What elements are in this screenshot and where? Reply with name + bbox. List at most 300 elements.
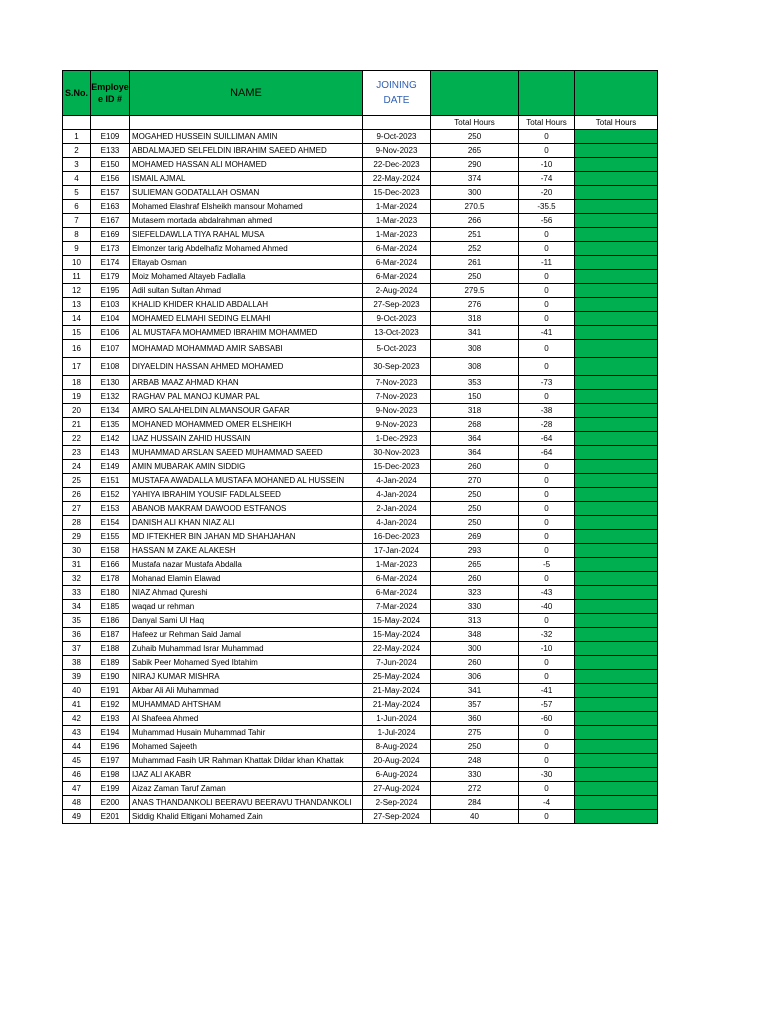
hours-green-cell [575, 326, 658, 340]
table-row [63, 698, 658, 712]
hours-diff-cell: 0 [519, 740, 575, 754]
total-hours-cell: 251 [431, 228, 519, 242]
table-row [63, 670, 658, 684]
total-hours-cell: 260 [431, 460, 519, 474]
name-cell: Elmonzer tarig Abdelhafiz Mohamed Ahmed [130, 242, 363, 256]
total-hours-label-3: Total Hours [575, 116, 658, 130]
hours-green-cell [575, 544, 658, 558]
hours-diff-cell: -64 [519, 432, 575, 446]
sno-cell: 27 [63, 502, 91, 516]
table-row [63, 130, 658, 144]
name-cell: NIRAJ KUMAR MISHRA [130, 670, 363, 684]
table-row [63, 656, 658, 670]
hours-diff-cell: -4 [519, 796, 575, 810]
joining-date-cell: 1-Dec-2923 [363, 432, 431, 446]
hours-diff-cell: 0 [519, 726, 575, 740]
employee-id-header: Employe e ID # [91, 71, 130, 116]
hours-green-cell [575, 810, 658, 824]
employee-id-cell: E104 [91, 312, 130, 326]
name-cell: DANISH ALI KHAN NIAZ ALI [130, 516, 363, 530]
table-row [63, 214, 658, 228]
table-row [63, 642, 658, 656]
employee-id-cell: E191 [91, 684, 130, 698]
hours-green-cell [575, 530, 658, 544]
joining-date-cell: 4-Jan-2024 [363, 474, 431, 488]
name-cell: ABANOB MAKRAM DAWOOD ESTFANOS [130, 502, 363, 516]
hours-green-cell [575, 488, 658, 502]
employee-id-cell: E134 [91, 404, 130, 418]
name-cell: MUSTAFA AWADALLA MUSTAFA MOHANED AL HUSSEIN [130, 474, 363, 488]
employee-id-cell: E185 [91, 600, 130, 614]
table-row [63, 326, 658, 340]
hours-green-cell [575, 726, 658, 740]
sno-cell: 19 [63, 390, 91, 404]
sno-cell: 1 [63, 130, 91, 144]
table-row [63, 530, 658, 544]
name-cell: DIYAELDIN HASSAN AHMED MOHAMED [130, 358, 363, 376]
total-hours-cell: 250 [431, 740, 519, 754]
table-row [63, 768, 658, 782]
table-row [63, 488, 658, 502]
hours-diff-cell: -28 [519, 418, 575, 432]
employee-id-cell: E197 [91, 754, 130, 768]
hours-green-cell [575, 572, 658, 586]
header-row [63, 71, 658, 116]
joining-date-header: JOINING DATE [363, 71, 431, 116]
hours-diff-cell: 0 [519, 144, 575, 158]
employee-id-cell: E178 [91, 572, 130, 586]
employee-id-cell: E135 [91, 418, 130, 432]
employee-id-cell: E180 [91, 586, 130, 600]
employee-id-cell: E133 [91, 144, 130, 158]
hours-diff-cell: 0 [519, 390, 575, 404]
joining-date-cell: 15-May-2024 [363, 628, 431, 642]
sno-cell: 11 [63, 270, 91, 284]
name-cell: Al Shafeea Ahmed [130, 712, 363, 726]
hours-green-cell [575, 432, 658, 446]
hours-diff-cell: 0 [519, 474, 575, 488]
name-cell: Mohanad Elamin Elawad [130, 572, 363, 586]
name-cell: IJAZ HUSSAIN ZAHID HUSSAIN [130, 432, 363, 446]
employee-id-cell: E109 [91, 130, 130, 144]
total-hours-cell: 300 [431, 186, 519, 200]
total-hours-cell: 270.5 [431, 200, 519, 214]
table-row [63, 172, 658, 186]
joining-date-cell: 1-Mar-2023 [363, 558, 431, 572]
total-hours-label-1: Total Hours [431, 116, 519, 130]
hours-diff-cell: -40 [519, 600, 575, 614]
hours-green-cell [575, 186, 658, 200]
table-row [63, 544, 658, 558]
sno-cell: 32 [63, 572, 91, 586]
hours-diff-cell: -10 [519, 158, 575, 172]
total-hours-cell: 266 [431, 214, 519, 228]
joining-date-cell: 25-May-2024 [363, 670, 431, 684]
table-row [63, 446, 658, 460]
hours-diff-cell: 0 [519, 488, 575, 502]
sno-cell: 42 [63, 712, 91, 726]
hours-diff-cell: -20 [519, 186, 575, 200]
total-hours-cell: 357 [431, 698, 519, 712]
sno-cell: 24 [63, 460, 91, 474]
name-cell: MOHAMED HASSAN ALI MOHAMED [130, 158, 363, 172]
hours-green-cell [575, 256, 658, 270]
sno-cell: 4 [63, 172, 91, 186]
employee-id-cell: E153 [91, 502, 130, 516]
subheader-empty [63, 116, 91, 130]
table-row [63, 810, 658, 824]
subheader-empty [130, 116, 363, 130]
hours-green-cell [575, 614, 658, 628]
total-hours-cell: 308 [431, 358, 519, 376]
hours-diff-cell: 0 [519, 270, 575, 284]
joining-date-cell: 7-Nov-2023 [363, 390, 431, 404]
employee-id-cell: E201 [91, 810, 130, 824]
hours-diff-cell: 0 [519, 572, 575, 586]
hours-diff-cell: 0 [519, 358, 575, 376]
name-cell: MOGAHED HUSSEIN SUILLIMAN AMIN [130, 130, 363, 144]
total-hours-cell: 290 [431, 158, 519, 172]
employee-id-cell: E198 [91, 768, 130, 782]
table-row [63, 404, 658, 418]
joining-date-cell: 1-Mar-2024 [363, 200, 431, 214]
total-hours-cell: 260 [431, 656, 519, 670]
name-cell: MOHAMED ELMAHI SEDING ELMAHI [130, 312, 363, 326]
total-hours-cell: 341 [431, 326, 519, 340]
hours-diff-cell: 0 [519, 502, 575, 516]
joining-date-cell: 6-Mar-2024 [363, 256, 431, 270]
table-row [63, 186, 658, 200]
joining-date-cell: 1-Jul-2024 [363, 726, 431, 740]
name-cell: Mohamed Sajeeth [130, 740, 363, 754]
hours-diff-cell: 0 [519, 130, 575, 144]
employee-id-cell: E158 [91, 544, 130, 558]
name-cell: SIEFELDAWLLA TIYA RAHAL MUSA [130, 228, 363, 242]
total-hours-cell: 150 [431, 390, 519, 404]
employee-id-cell: E179 [91, 270, 130, 284]
hours-green-cell [575, 628, 658, 642]
employee-id-cell: E169 [91, 228, 130, 242]
joining-date-cell: 9-Nov-2023 [363, 404, 431, 418]
hours-green-cell [575, 600, 658, 614]
joining-date-cell: 21-May-2024 [363, 698, 431, 712]
total-hours-cell: 348 [431, 628, 519, 642]
name-cell: AMRO SALAHELDIN ALMANSOUR GAFAR [130, 404, 363, 418]
name-cell: Muhammad Fasih UR Rahman Khattak Dildar khan Khattak [130, 754, 363, 768]
hours-green-cell [575, 200, 658, 214]
total-hours-cell: 279.5 [431, 284, 519, 298]
employee-id-cell: E200 [91, 796, 130, 810]
total-hours-cell: 250 [431, 516, 519, 530]
name-cell: IJAZ ALI AKABR [130, 768, 363, 782]
employee-id-cell: E107 [91, 340, 130, 358]
table-row [63, 390, 658, 404]
employee-id-cell: E194 [91, 726, 130, 740]
hours-green-cell [575, 298, 658, 312]
joining-date-cell: 9-Nov-2023 [363, 144, 431, 158]
hours-diff-cell: 0 [519, 544, 575, 558]
sno-cell: 35 [63, 614, 91, 628]
joining-date-cell: 4-Jan-2024 [363, 488, 431, 502]
sno-cell: 26 [63, 488, 91, 502]
joining-date-cell: 21-May-2024 [363, 684, 431, 698]
hours-diff-cell: 0 [519, 460, 575, 474]
joining-date-cell: 16-Dec-2023 [363, 530, 431, 544]
hours-diff-cell: -35.5 [519, 200, 575, 214]
joining-date-cell: 27-Aug-2024 [363, 782, 431, 796]
sno-cell: 7 [63, 214, 91, 228]
table-row [63, 284, 658, 298]
total-hours-cell: 250 [431, 130, 519, 144]
employee-id-cell: E199 [91, 782, 130, 796]
sno-cell: 31 [63, 558, 91, 572]
joining-date-cell: 15-Dec-2023 [363, 186, 431, 200]
table-row [63, 600, 658, 614]
hours-diff-cell: 0 [519, 298, 575, 312]
hours-diff-cell: 0 [519, 312, 575, 326]
total-hours-cell: 40 [431, 810, 519, 824]
employee-id-cell: E188 [91, 642, 130, 656]
sno-cell: 44 [63, 740, 91, 754]
hours-diff-cell: 0 [519, 340, 575, 358]
table-row [63, 460, 658, 474]
employee-id-cell: E106 [91, 326, 130, 340]
employee-id-cell: E190 [91, 670, 130, 684]
sno-cell: 18 [63, 376, 91, 390]
total-hours-cell: 248 [431, 754, 519, 768]
joining-date-cell: 22-Dec-2023 [363, 158, 431, 172]
hours-green-cell [575, 446, 658, 460]
table-row [63, 502, 658, 516]
joining-date-cell: 15-May-2024 [363, 614, 431, 628]
employee-id-cell: E163 [91, 200, 130, 214]
hours-diff-cell: -11 [519, 256, 575, 270]
hours-diff-cell: 0 [519, 530, 575, 544]
name-cell: Sabik Peer Mohamed Syed Ibtahim [130, 656, 363, 670]
sno-cell: 45 [63, 754, 91, 768]
hours-diff-cell: -41 [519, 326, 575, 340]
employee-id-cell: E166 [91, 558, 130, 572]
hours-green-cell [575, 670, 658, 684]
table-row [63, 586, 658, 600]
hours-diff-cell: -64 [519, 446, 575, 460]
employee-id-cell: E192 [91, 698, 130, 712]
joining-date-cell: 6-Mar-2024 [363, 270, 431, 284]
joining-date-cell: 20-Aug-2024 [363, 754, 431, 768]
total-hours-cell: 308 [431, 340, 519, 358]
hours-green-cell [575, 214, 658, 228]
name-cell: Adil sultan Sultan Ahmad [130, 284, 363, 298]
joining-date-cell: 1-Mar-2023 [363, 228, 431, 242]
joining-date-cell: 7-Mar-2024 [363, 600, 431, 614]
hours-diff-cell: 0 [519, 242, 575, 256]
total-hours-cell: 318 [431, 312, 519, 326]
sno-cell: 49 [63, 810, 91, 824]
name-cell: Danyal Sami Ul Haq [130, 614, 363, 628]
employee-id-cell: E108 [91, 358, 130, 376]
hours-diff-cell: -5 [519, 558, 575, 572]
hours-green-cell [575, 312, 658, 326]
name-cell: Akbar Ali Ali Muhammad [130, 684, 363, 698]
total-hours-cell: 261 [431, 256, 519, 270]
hours-green-cell [575, 684, 658, 698]
name-cell: MUHAMMAD AHTSHAM [130, 698, 363, 712]
hours-green-cell [575, 712, 658, 726]
hours-diff-cell: 0 [519, 754, 575, 768]
name-cell: AMIN MUBARAK AMIN SIDDIG [130, 460, 363, 474]
total-hours-cell: 300 [431, 642, 519, 656]
hours-green-cell [575, 228, 658, 242]
hours-diff-cell: -73 [519, 376, 575, 390]
sno-cell: 17 [63, 358, 91, 376]
name-cell: MOHAMAD MOHAMMAD AMIR SABSABI [130, 340, 363, 358]
sno-header: S.No. [63, 71, 91, 116]
sno-cell: 34 [63, 600, 91, 614]
name-cell: Muhammad Husain Muhammad Tahir [130, 726, 363, 740]
total-hours-cell: 323 [431, 586, 519, 600]
joining-date-cell: 1-Mar-2023 [363, 214, 431, 228]
sno-cell: 10 [63, 256, 91, 270]
hours-table [62, 70, 658, 824]
table-row [63, 200, 658, 214]
hours-diff-cell: 0 [519, 228, 575, 242]
hours-diff-cell: -74 [519, 172, 575, 186]
hours-green-cell [575, 418, 658, 432]
total-hours-label-2: Total Hours [519, 116, 575, 130]
sno-cell: 16 [63, 340, 91, 358]
name-cell: AL MUSTAFA MOHAMMED IBRAHIM MOHAMMED [130, 326, 363, 340]
employee-id-cell: E149 [91, 460, 130, 474]
joining-date-cell: 1-Jun-2024 [363, 712, 431, 726]
sno-cell: 12 [63, 284, 91, 298]
hours-diff-cell: 0 [519, 670, 575, 684]
hours-green-cell [575, 474, 658, 488]
total-hours-cell: 265 [431, 144, 519, 158]
sno-cell: 46 [63, 768, 91, 782]
joining-date-cell: 5-Oct-2023 [363, 340, 431, 358]
sno-cell: 38 [63, 656, 91, 670]
hours-diff-cell: 0 [519, 656, 575, 670]
hours-diff-cell: -56 [519, 214, 575, 228]
hours-green-cell [575, 768, 658, 782]
table-row [63, 358, 658, 376]
name-cell: NIAZ Ahmad Qureshi [130, 586, 363, 600]
total-hours-cell: 353 [431, 376, 519, 390]
joining-date-cell: 22-May-2024 [363, 642, 431, 656]
name-cell: ANAS THANDANKOLI BEERAVU BEERAVU THANDANKOLI [130, 796, 363, 810]
joining-date-cell: 6-Mar-2024 [363, 242, 431, 256]
sno-cell: 30 [63, 544, 91, 558]
employee-id-cell: E150 [91, 158, 130, 172]
hours-green-cell [575, 754, 658, 768]
table-row [63, 516, 658, 530]
hours-diff-cell: -38 [519, 404, 575, 418]
table-row [63, 242, 658, 256]
table-row [63, 726, 658, 740]
hours-diff-cell: -32 [519, 628, 575, 642]
employee-id-cell: E143 [91, 446, 130, 460]
table-row [63, 312, 658, 326]
joining-date-cell: 13-Oct-2023 [363, 326, 431, 340]
joining-date-cell: 22-May-2024 [363, 172, 431, 186]
employee-id-cell: E156 [91, 172, 130, 186]
table-row [63, 628, 658, 642]
name-cell: Aizaz Zaman Taruf Zaman [130, 782, 363, 796]
sno-cell: 29 [63, 530, 91, 544]
sno-cell: 48 [63, 796, 91, 810]
table-row [63, 158, 658, 172]
employee-id-cell: E196 [91, 740, 130, 754]
hours-green-cell [575, 358, 658, 376]
table-row [63, 474, 658, 488]
name-cell: waqad ur rehman [130, 600, 363, 614]
name-cell: HASSAN M ZAKE ALAKESH [130, 544, 363, 558]
sno-cell: 9 [63, 242, 91, 256]
employee-id-cell: E132 [91, 390, 130, 404]
sno-cell: 2 [63, 144, 91, 158]
employee-id-cell: E173 [91, 242, 130, 256]
table-row [63, 432, 658, 446]
employee-id-cell: E154 [91, 516, 130, 530]
name-cell: Zuhaib Muhammad Israr Muhammad [130, 642, 363, 656]
employee-id-cell: E142 [91, 432, 130, 446]
joining-date-cell: 6-Mar-2024 [363, 586, 431, 600]
total-hours-cell: 250 [431, 502, 519, 516]
joining-date-cell: 27-Sep-2023 [363, 298, 431, 312]
table-row [63, 684, 658, 698]
sno-cell: 41 [63, 698, 91, 712]
employee-id-cell: E167 [91, 214, 130, 228]
name-cell: Siddig Khalid Eltigani Mohamed Zain [130, 810, 363, 824]
total-hours-cell: 364 [431, 432, 519, 446]
hours-green-cell [575, 404, 658, 418]
sno-cell: 33 [63, 586, 91, 600]
employee-id-cell: E189 [91, 656, 130, 670]
joining-date-cell: 15-Dec-2023 [363, 460, 431, 474]
joining-date-cell: 6-Mar-2024 [363, 572, 431, 586]
joining-date-cell: 30-Sep-2023 [363, 358, 431, 376]
joining-date-cell: 2-Jan-2024 [363, 502, 431, 516]
hours-header-cell-2 [519, 71, 575, 116]
table-row [63, 298, 658, 312]
table-row [63, 418, 658, 432]
total-hours-cell: 270 [431, 474, 519, 488]
total-hours-cell: 318 [431, 404, 519, 418]
employee-id-cell: E103 [91, 298, 130, 312]
table-row [63, 558, 658, 572]
subheader-empty [363, 116, 431, 130]
hours-header-cell-1 [431, 71, 519, 116]
sno-cell: 43 [63, 726, 91, 740]
table-row [63, 340, 658, 358]
hours-green-cell [575, 130, 658, 144]
name-cell: Mustafa nazar Mustafa Abdalla [130, 558, 363, 572]
joining-date-cell: 27-Sep-2024 [363, 810, 431, 824]
employee-id-cell: E152 [91, 488, 130, 502]
sno-cell: 37 [63, 642, 91, 656]
name-cell: Hafeez ur Rehman Said Jamal [130, 628, 363, 642]
name-header: NAME [130, 71, 363, 116]
total-hours-cell: 360 [431, 712, 519, 726]
name-cell: RAGHAV PAL MANOJ KUMAR PAL [130, 390, 363, 404]
hours-diff-cell: 0 [519, 284, 575, 298]
hours-green-cell [575, 158, 658, 172]
total-hours-cell: 374 [431, 172, 519, 186]
hours-green-cell [575, 740, 658, 754]
total-hours-cell: 364 [431, 446, 519, 460]
table-row [63, 228, 658, 242]
sno-cell: 20 [63, 404, 91, 418]
